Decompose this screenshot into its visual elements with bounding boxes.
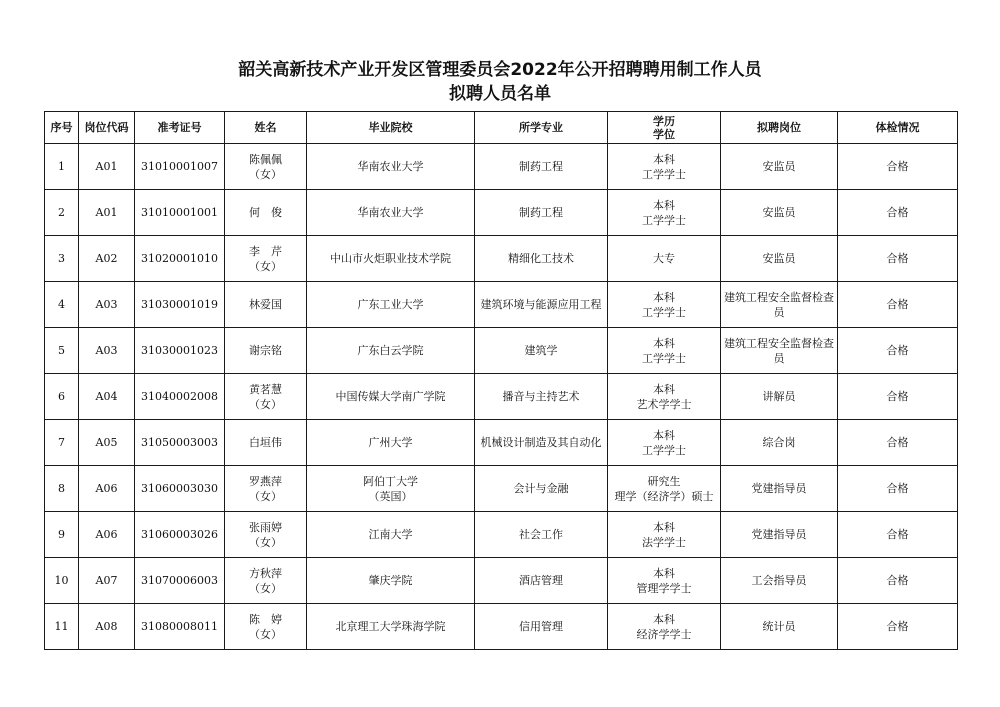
cell-exam: 合格 [838,236,958,282]
cell-post: 建筑工程安全监督检查员 [721,328,838,374]
cell-post: 工会指导员 [721,558,838,604]
cell-education [608,190,721,236]
cell-ticket-no: 31020001010 [135,236,225,282]
cell-post: 安监员 [721,144,838,190]
cell-education [608,282,721,328]
candidate-name: 白垣伟 [249,436,282,449]
header-school: 毕业院校 [307,112,475,144]
cell-ticket-no: 31060003026 [135,512,225,558]
school-name: 中山市火炬职业技术学院 [330,252,451,265]
document-subtitle: 拟聘人员名单 [449,84,551,104]
education-level: 大专 [653,252,675,265]
school-country: （英国） [368,489,413,503]
table-row [45,558,958,604]
table-row [45,282,958,328]
cell-education [608,374,721,420]
header-name: 姓名 [225,112,307,144]
education-level: 本科 [653,428,675,442]
cell-seq: 4 [45,282,79,328]
cell-education [608,604,721,650]
cell-ticket-no: 31030001023 [135,328,225,374]
candidate-name: 黄茗慧 [249,382,282,396]
school-name: 广东工业大学 [357,298,424,311]
cell-name [225,282,307,328]
cell-major: 会计与金融 [475,466,608,512]
cell-post-code: A07 [79,558,135,604]
cell-post: 安监员 [721,190,838,236]
degree-name: 工学学士 [642,305,686,319]
degree-name: 工学学士 [642,351,686,365]
cell-school [307,328,475,374]
table-row [45,420,958,466]
cell-school [307,282,475,328]
cell-name [225,190,307,236]
cell-education [608,558,721,604]
cell-major: 社会工作 [475,512,608,558]
education-level: 本科 [653,290,675,304]
cell-ticket-no: 31040002008 [135,374,225,420]
table-row [45,466,958,512]
cell-post-code: A05 [79,420,135,466]
education-level: 本科 [653,520,675,534]
cell-major: 精细化工技术 [475,236,608,282]
cell-seq: 2 [45,190,79,236]
cell-major: 建筑环境与能源应用工程 [475,282,608,328]
cell-name [225,466,307,512]
candidate-table [44,111,958,650]
cell-post: 综合岗 [721,420,838,466]
cell-seq: 5 [45,328,79,374]
cell-name [225,558,307,604]
education-level: 本科 [653,152,675,166]
candidate-name: 谢宗铭 [249,344,282,357]
school-name: 中国传媒大学南广学院 [335,390,446,403]
cell-name [225,236,307,282]
cell-seq: 11 [45,604,79,650]
cell-seq: 10 [45,558,79,604]
education-level: 本科 [653,198,675,212]
candidate-gender: （女） [249,167,282,181]
candidate-gender: （女） [249,581,282,595]
school-name: 广州大学 [368,436,413,449]
cell-post-code: A06 [79,512,135,558]
candidate-name: 陈 婷 [249,612,282,626]
table-row [45,144,958,190]
cell-seq: 6 [45,374,79,420]
cell-seq: 7 [45,420,79,466]
document-title: 韶关高新技术产业开发区管理委员会2022年公开招聘聘用制工作人员 [238,60,762,80]
degree-name: 工学学士 [642,167,686,181]
cell-exam: 合格 [838,466,958,512]
table-header-row [45,112,958,144]
school-name: 北京理工大学珠海学院 [335,620,446,633]
cell-major: 酒店管理 [475,558,608,604]
cell-post-code: A02 [79,236,135,282]
candidate-gender: （女） [249,489,282,503]
header-education-line: 学历 [653,114,675,128]
table-row [45,236,958,282]
school-name: 阿伯丁大学 [363,474,418,488]
cell-education [608,144,721,190]
cell-major: 制药工程 [475,144,608,190]
cell-seq: 3 [45,236,79,282]
table-row [45,604,958,650]
cell-post: 讲解员 [721,374,838,420]
cell-ticket-no: 31050003003 [135,420,225,466]
cell-exam: 合格 [838,420,958,466]
header-exam: 体检情况 [838,112,958,144]
school-name: 肇庆学院 [368,574,413,587]
candidate-name: 李 芹 [249,244,282,258]
cell-exam: 合格 [838,558,958,604]
cell-exam: 合格 [838,512,958,558]
cell-ticket-no: 31070006003 [135,558,225,604]
table-row [45,190,958,236]
school-name: 江南大学 [368,528,413,541]
education-level: 本科 [653,612,675,626]
candidate-gender: （女） [249,535,282,549]
cell-post-code: A01 [79,144,135,190]
education-level: 本科 [653,336,675,350]
education-level: 本科 [653,566,675,580]
table-row [45,328,958,374]
school-name: 华南农业大学 [357,206,424,219]
cell-post-code: A03 [79,282,135,328]
header-education [608,112,721,144]
cell-post-code: A03 [79,328,135,374]
cell-exam: 合格 [838,328,958,374]
cell-school [307,374,475,420]
cell-name [225,420,307,466]
candidate-name: 张雨婷 [249,520,282,534]
candidate-name: 林爱国 [249,298,282,311]
cell-ticket-no: 31010001007 [135,144,225,190]
cell-name [225,604,307,650]
cell-post-code: A06 [79,466,135,512]
cell-post-code: A08 [79,604,135,650]
cell-name [225,512,307,558]
cell-post-code: A01 [79,190,135,236]
cell-ticket-no: 31060003030 [135,466,225,512]
degree-name: 法学学士 [642,535,686,549]
cell-major: 机械设计制造及其自动化 [475,420,608,466]
cell-major: 播音与主持艺术 [475,374,608,420]
degree-name: 艺术学学士 [636,397,692,411]
candidate-name: 方秋萍 [249,566,282,580]
cell-name [225,144,307,190]
header-ticket-no: 准考证号 [135,112,225,144]
degree-name: 工学学士 [642,213,686,227]
cell-post: 建筑工程安全监督检查员 [721,282,838,328]
cell-school [307,190,475,236]
cell-seq: 9 [45,512,79,558]
header-degree-line: 学位 [653,127,675,141]
cell-education [608,420,721,466]
candidate-gender: （女） [249,397,282,411]
header-post-code: 岗位代码 [79,112,135,144]
candidate-gender: （女） [249,259,282,273]
cell-post: 党建指导员 [721,466,838,512]
cell-exam: 合格 [838,282,958,328]
header-seq: 序号 [45,112,79,144]
education-level: 研究生 [647,474,681,488]
cell-seq: 8 [45,466,79,512]
header-post: 拟聘岗位 [721,112,838,144]
cell-school [307,558,475,604]
school-name: 广东白云学院 [357,344,424,357]
cell-name [225,374,307,420]
table-row [45,374,958,420]
cell-major: 建筑学 [475,328,608,374]
cell-ticket-no: 31010001001 [135,190,225,236]
cell-education [608,466,721,512]
cell-post: 统计员 [721,604,838,650]
cell-seq: 1 [45,144,79,190]
cell-exam: 合格 [838,144,958,190]
cell-post: 安监员 [721,236,838,282]
degree-name: 经济学学士 [636,627,692,641]
degree-name: 理学（经济学）硕士 [614,489,714,503]
cell-major: 信用管理 [475,604,608,650]
cell-exam: 合格 [838,604,958,650]
cell-school [307,512,475,558]
cell-school [307,144,475,190]
cell-ticket-no: 31030001019 [135,282,225,328]
cell-school [307,236,475,282]
cell-ticket-no: 31080008011 [135,604,225,650]
cell-education [608,328,721,374]
header-major: 所学专业 [475,112,608,144]
cell-name [225,328,307,374]
cell-education [608,512,721,558]
cell-exam: 合格 [838,190,958,236]
cell-school [307,604,475,650]
education-level: 本科 [653,382,675,396]
cell-exam: 合格 [838,374,958,420]
table-row [45,512,958,558]
candidate-name: 陈佩佩 [249,152,282,166]
cell-school [307,420,475,466]
school-name: 华南农业大学 [357,160,424,173]
cell-school [307,466,475,512]
cell-post-code: A04 [79,374,135,420]
degree-name: 管理学学士 [636,581,692,595]
cell-major: 制药工程 [475,190,608,236]
cell-education [608,236,721,282]
candidate-gender: （女） [249,627,282,641]
degree-name: 工学学士 [642,443,686,457]
candidate-name: 罗燕萍 [249,474,282,488]
cell-post: 党建指导员 [721,512,838,558]
candidate-name: 何 俊 [249,206,282,219]
